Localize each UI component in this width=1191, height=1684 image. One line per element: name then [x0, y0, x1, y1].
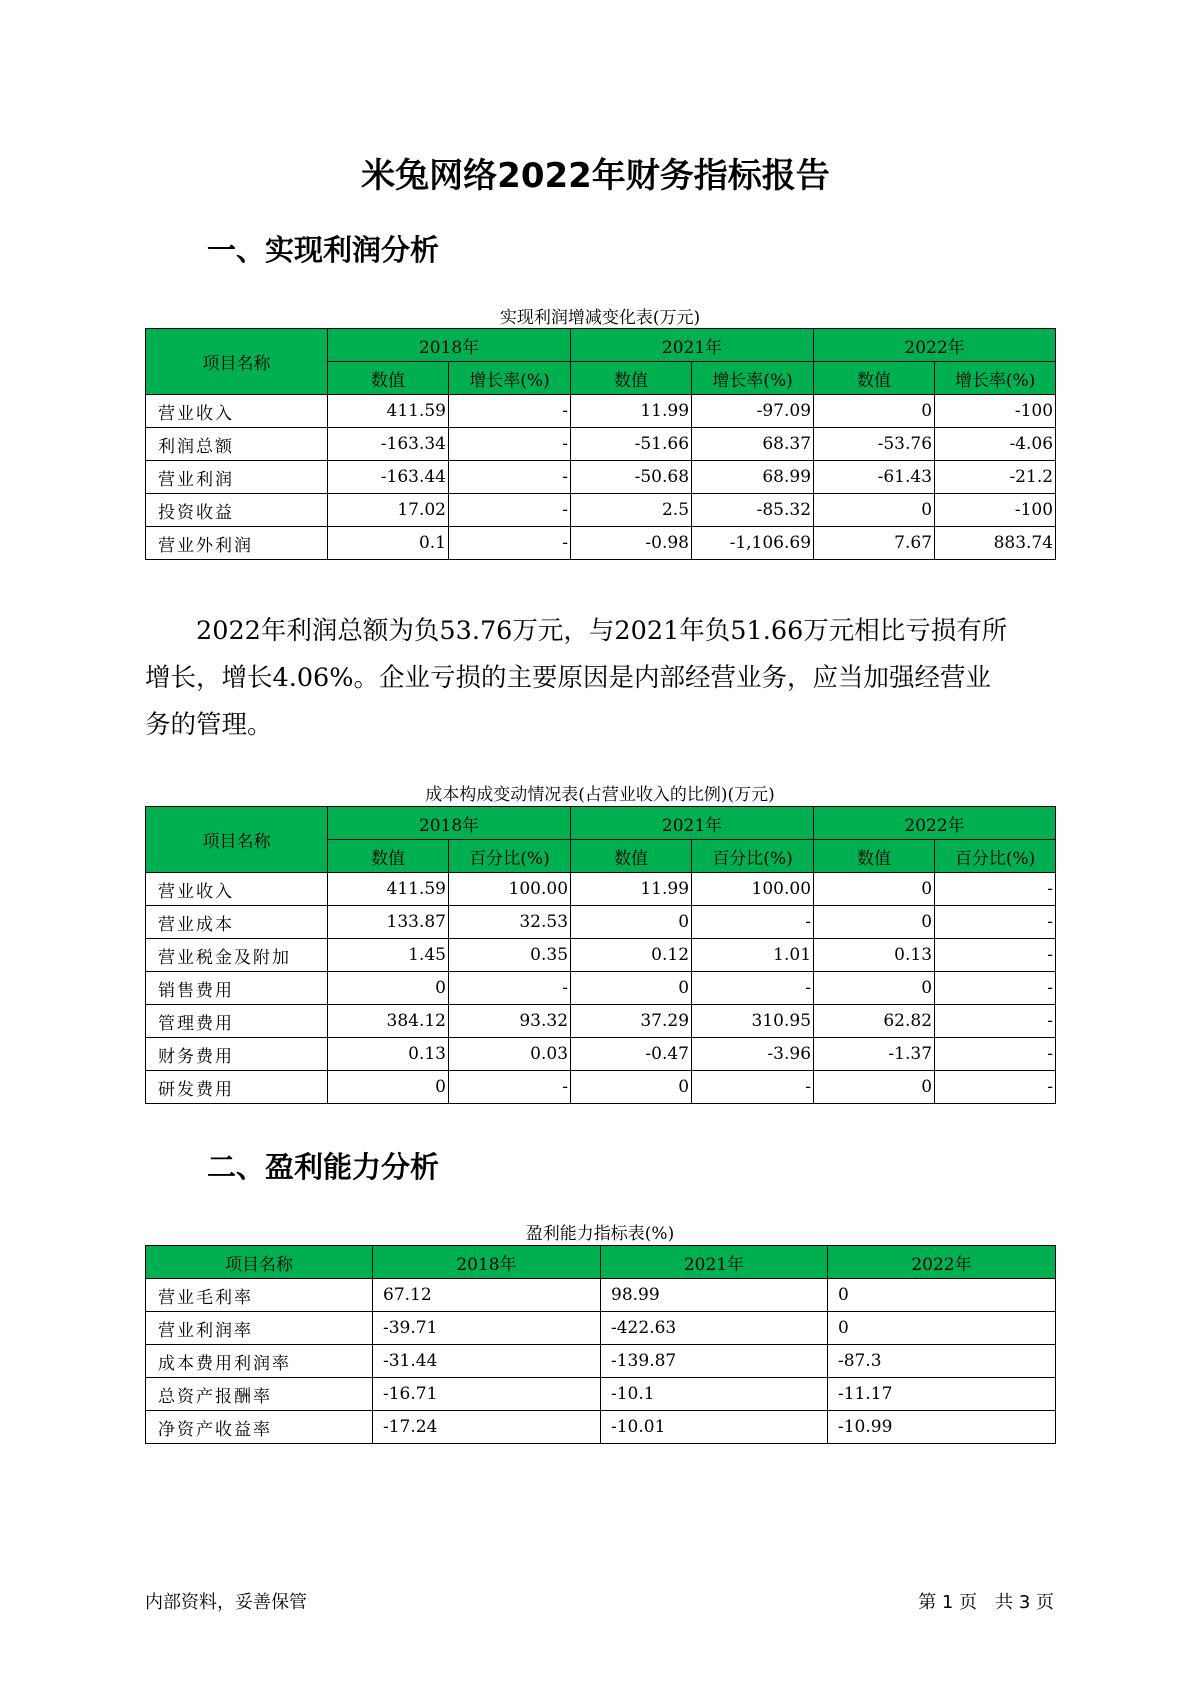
paragraph-line: 2022年利润总额为负53.76万元，与2021年负51.66万元相比亏损有所: [145, 616, 1008, 646]
cell: 0: [814, 494, 935, 527]
cell: 67.12: [373, 1279, 601, 1312]
table-row: [146, 1411, 1056, 1444]
cell: 11.99: [571, 395, 692, 428]
cell: -: [449, 395, 571, 428]
cell: 37.29: [571, 1005, 692, 1038]
cell: 68.99: [692, 461, 814, 494]
cell: -87.3: [828, 1345, 1056, 1378]
cell: -: [935, 972, 1056, 1005]
cell: -97.09: [692, 395, 814, 428]
cell: 133.87: [328, 906, 449, 939]
cell: 0.35: [449, 939, 571, 972]
paragraph-line: 增长，增长4.06%。企业亏损的主要原因是内部经营业务，应当加强经营业: [145, 663, 992, 693]
column-header: 2021年: [601, 1246, 828, 1279]
cell: -: [935, 939, 1056, 972]
cell: 1.45: [328, 939, 449, 972]
cell: -10.1: [601, 1378, 828, 1411]
sub-header: 增长率(%): [692, 362, 814, 395]
footer-confidential-note: 内部资料，妥善保管: [145, 1592, 307, 1613]
cell: -139.87: [601, 1345, 828, 1378]
cell: -422.63: [601, 1312, 828, 1345]
row-name: 营业收入: [146, 873, 328, 906]
footer-page-number: 第 1 页 共 3 页: [918, 1592, 1054, 1613]
sub-header: 百分比(%): [449, 840, 571, 873]
cell: -: [692, 906, 814, 939]
cell: -11.17: [828, 1378, 1056, 1411]
profit-change-table: [145, 328, 1056, 560]
sub-header: 数值: [814, 362, 935, 395]
row-name: 营业收入: [146, 395, 328, 428]
cell: -1,106.69: [692, 527, 814, 560]
cell: 100.00: [692, 873, 814, 906]
table2-caption: 成本构成变动情况表(占营业收入的比例)(万元): [425, 785, 775, 805]
cell: -51.66: [571, 428, 692, 461]
row-name: 营业利润率: [146, 1312, 373, 1345]
row-name: 投资收益: [146, 494, 328, 527]
cell: 2.5: [571, 494, 692, 527]
row-name: 营业利润: [146, 461, 328, 494]
year-header: 2018年: [328, 807, 571, 840]
cell: -: [449, 1071, 571, 1104]
cell: -17.24: [373, 1411, 601, 1444]
cell: 384.12: [328, 1005, 449, 1038]
row-name: 利润总额: [146, 428, 328, 461]
cell: -61.43: [814, 461, 935, 494]
cell: 0.03: [449, 1038, 571, 1071]
table-row: [146, 1378, 1056, 1411]
year-header: 2022年: [814, 807, 1056, 840]
cell: 310.95: [692, 1005, 814, 1038]
sub-header: 增长率(%): [935, 362, 1056, 395]
cell: -163.34: [328, 428, 449, 461]
cell: 0.12: [571, 939, 692, 972]
table-row: [146, 1005, 1056, 1038]
cell: 11.99: [571, 873, 692, 906]
cell: 0.13: [814, 939, 935, 972]
table-row: [146, 939, 1056, 972]
cell: -: [935, 906, 1056, 939]
cell: 0.13: [328, 1038, 449, 1071]
cell: -: [449, 461, 571, 494]
sub-header: 数值: [571, 362, 692, 395]
cell: 0: [814, 395, 935, 428]
table-row: [146, 1038, 1056, 1071]
cell: -1.37: [814, 1038, 935, 1071]
table-row: [146, 873, 1056, 906]
cell: 93.32: [449, 1005, 571, 1038]
cell: 0: [571, 972, 692, 1005]
year-header: 2022年: [814, 329, 1056, 362]
cell: 0: [828, 1312, 1056, 1345]
table-row: [146, 428, 1056, 461]
cell: -: [449, 972, 571, 1005]
cell: 0: [814, 972, 935, 1005]
row-name: 研发费用: [146, 1071, 328, 1104]
cell: 68.37: [692, 428, 814, 461]
cell: -: [449, 494, 571, 527]
sub-header: 数值: [328, 362, 449, 395]
cell: -: [692, 1071, 814, 1104]
cell: 62.82: [814, 1005, 935, 1038]
table1-caption: 实现利润增减变化表(万元): [499, 308, 701, 328]
cell: 0: [328, 972, 449, 1005]
cell: 0: [828, 1279, 1056, 1312]
sub-header: 百分比(%): [935, 840, 1056, 873]
cell: -: [935, 873, 1056, 906]
sub-header: 数值: [571, 840, 692, 873]
cell: 0: [814, 906, 935, 939]
cell: -21.2: [935, 461, 1056, 494]
cell: 0: [814, 873, 935, 906]
row-name: 销售费用: [146, 972, 328, 1005]
cell: -50.68: [571, 461, 692, 494]
cell: -10.01: [601, 1411, 828, 1444]
cell: -0.47: [571, 1038, 692, 1071]
table3-caption: 盈利能力指标表(%): [525, 1224, 675, 1244]
column-header: 2018年: [373, 1246, 601, 1279]
table-row: [146, 494, 1056, 527]
cell: 17.02: [328, 494, 449, 527]
cell: -4.06: [935, 428, 1056, 461]
table-row: [146, 1312, 1056, 1345]
column-header: 2022年: [828, 1246, 1056, 1279]
name-header: 项目名称: [146, 329, 328, 395]
profitability-table: [145, 1245, 1056, 1444]
row-name: 成本费用利润率: [146, 1345, 373, 1378]
cell: 0: [571, 906, 692, 939]
cell: -163.44: [328, 461, 449, 494]
table-row: [146, 1071, 1056, 1104]
year-header: 2021年: [571, 807, 814, 840]
cell: 32.53: [449, 906, 571, 939]
table-row: [146, 1345, 1056, 1378]
row-name: 营业成本: [146, 906, 328, 939]
table-row: [146, 395, 1056, 428]
table-row: [146, 972, 1056, 1005]
sub-header: 数值: [328, 840, 449, 873]
analysis-paragraph: [145, 608, 1055, 749]
row-name: 营业外利润: [146, 527, 328, 560]
table-row: [146, 527, 1056, 560]
cell: 100.00: [449, 873, 571, 906]
cell: -: [935, 1071, 1056, 1104]
cell: -100: [935, 494, 1056, 527]
cell: -53.76: [814, 428, 935, 461]
row-name: 总资产报酬率: [146, 1378, 373, 1411]
column-header: 项目名称: [146, 1246, 373, 1279]
row-name: 营业毛利率: [146, 1279, 373, 1312]
cell: 0: [328, 1071, 449, 1104]
cost-structure-table: [145, 806, 1056, 1104]
table-row: [146, 906, 1056, 939]
cell: -100: [935, 395, 1056, 428]
cell: -: [449, 428, 571, 461]
year-header: 2018年: [328, 329, 571, 362]
section-heading-profitability: 二、盈利能力分析: [207, 1150, 440, 1184]
cell: 883.74: [935, 527, 1056, 560]
cell: -: [449, 527, 571, 560]
paragraph-line: 务的管理。: [145, 710, 273, 740]
cell: -: [935, 1038, 1056, 1071]
page-title: 米兔网络2022年财务指标报告: [361, 156, 830, 196]
cell: 7.67: [814, 527, 935, 560]
row-name: 财务费用: [146, 1038, 328, 1071]
cell: -85.32: [692, 494, 814, 527]
cell: 1.01: [692, 939, 814, 972]
cell: 411.59: [328, 873, 449, 906]
cell: -10.99: [828, 1411, 1056, 1444]
section-heading-profit: 一、实现利润分析: [207, 233, 440, 267]
cell: 0.1: [328, 527, 449, 560]
cell: -0.98: [571, 527, 692, 560]
cell: 411.59: [328, 395, 449, 428]
row-name: 净资产收益率: [146, 1411, 373, 1444]
cell: -: [935, 1005, 1056, 1038]
sub-header: 增长率(%): [449, 362, 571, 395]
row-name: 营业税金及附加: [146, 939, 328, 972]
cell: 0: [814, 1071, 935, 1104]
cell: -16.71: [373, 1378, 601, 1411]
cell: -: [692, 972, 814, 1005]
table-row: [146, 461, 1056, 494]
row-name: 管理费用: [146, 1005, 328, 1038]
cell: 98.99: [601, 1279, 828, 1312]
sub-header: 百分比(%): [692, 840, 814, 873]
cell: -39.71: [373, 1312, 601, 1345]
sub-header: 数值: [814, 840, 935, 873]
cell: 0: [571, 1071, 692, 1104]
year-header: 2021年: [571, 329, 814, 362]
table-row: [146, 1279, 1056, 1312]
cell: -3.96: [692, 1038, 814, 1071]
name-header: 项目名称: [146, 807, 328, 873]
cell: -31.44: [373, 1345, 601, 1378]
